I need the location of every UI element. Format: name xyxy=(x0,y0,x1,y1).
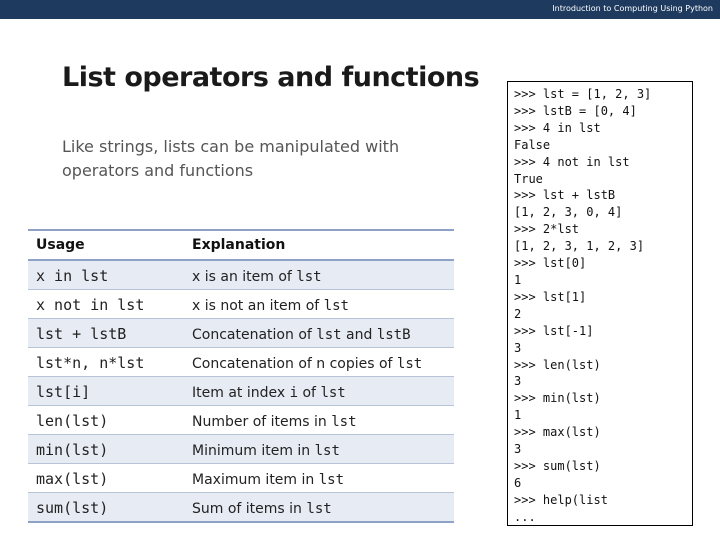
console-line: [1, 2, 3, 0, 4] xyxy=(514,205,623,220)
slide-title: List operators and functions xyxy=(62,62,480,93)
explanation-code: lst xyxy=(318,471,345,488)
usage-cell xyxy=(28,377,184,406)
usage-cell xyxy=(28,493,184,523)
console-line: >>> sum(lst) xyxy=(514,458,601,473)
header-bar xyxy=(0,0,720,19)
console-line: >>> lst[1] xyxy=(514,289,587,304)
usage-code: lst + lstB xyxy=(36,324,127,343)
explanation-cell xyxy=(184,260,454,290)
explanation-text: Item at index xyxy=(192,384,290,401)
console-line: [1, 2, 3, 1, 2, 3] xyxy=(514,239,645,254)
explanation-code: i xyxy=(289,384,299,401)
console-line: >>> min(lst) xyxy=(514,391,601,406)
console-line: 2 xyxy=(514,306,522,321)
console-line: >>> lst[-1] xyxy=(514,323,594,338)
usage-code: len(lst) xyxy=(36,411,109,430)
console-line: True xyxy=(514,171,543,186)
console-line: >>> lst[0] xyxy=(514,256,587,271)
explanation-code: lst xyxy=(331,413,357,430)
console-line: >>> lst + lstB xyxy=(514,188,616,203)
intro-text: Like strings, lists can be manipulated with operators and functions xyxy=(62,137,400,180)
explanation-cell xyxy=(184,348,454,377)
console-line: 3 xyxy=(514,442,522,457)
explanation-cell xyxy=(184,319,454,348)
explanation-cell xyxy=(184,464,454,493)
console-line: >>> 4 in lst xyxy=(514,120,601,135)
table-row xyxy=(28,290,454,319)
console-line: False xyxy=(514,137,551,152)
usage-code: lst*n, n*lst xyxy=(36,353,145,372)
table-row xyxy=(28,493,454,523)
table-row xyxy=(28,319,454,348)
explanation-text: Concatenation of n copies of xyxy=(192,355,397,372)
operators-table-body xyxy=(28,260,454,522)
usage-code: max(lst) xyxy=(36,469,109,488)
usage-cell xyxy=(28,290,184,319)
explanation-text: Sum of items in xyxy=(192,500,307,517)
usage-column-header: Usage xyxy=(28,230,184,260)
course-title: Introduction to Computing Using Python xyxy=(552,4,713,13)
explanation-text: x is an item of xyxy=(192,268,297,285)
usage-cell xyxy=(28,435,184,464)
usage-cell xyxy=(28,348,184,377)
console-line: >>> len(lst) xyxy=(514,357,601,372)
explanation-cell xyxy=(184,290,454,319)
explanation-cell xyxy=(184,377,454,406)
console-line: 1 xyxy=(514,408,522,423)
explanation-code: lst xyxy=(316,326,342,343)
usage-code: min(lst) xyxy=(36,440,109,459)
table-row xyxy=(28,377,454,406)
console-line: >>> 4 not in lst xyxy=(514,154,630,169)
explanation-code: lst xyxy=(323,297,349,314)
usage-code: sum(lst) xyxy=(36,498,109,517)
usage-code: lst[i] xyxy=(36,382,91,401)
explanation-code: lstB xyxy=(376,326,411,343)
table-row xyxy=(28,406,454,435)
explanation-text: Minimum item in xyxy=(192,442,315,459)
console-line: 3 xyxy=(514,340,522,355)
usage-cell xyxy=(28,406,184,435)
explanation-cell xyxy=(184,435,454,464)
table-row xyxy=(28,464,454,493)
usage-code: x not in lst xyxy=(36,295,145,314)
explanation-text: and xyxy=(341,326,377,343)
explanation-code: lst xyxy=(320,384,346,401)
explanation-text: x is not an item of xyxy=(192,297,324,314)
explanation-text: Number of items in xyxy=(192,413,332,430)
console-line: 3 xyxy=(514,374,522,389)
usage-cell xyxy=(28,260,184,290)
table-row xyxy=(28,435,454,464)
explanation-text: Maximum item in xyxy=(192,471,319,488)
explanation-code: lst xyxy=(296,268,322,285)
explanation-cell xyxy=(184,406,454,435)
explanation-text: Concatenation of xyxy=(192,326,317,343)
explanation-column-header: Explanation xyxy=(184,230,454,260)
console-line: 6 xyxy=(514,475,522,490)
explanation-code: lst xyxy=(396,355,423,372)
table-header-row xyxy=(28,230,454,260)
python-console xyxy=(507,81,693,526)
console-line: >>> max(lst) xyxy=(514,425,601,440)
usage-cell xyxy=(28,319,184,348)
console-line: >>> help(list xyxy=(514,492,608,507)
console-line: >>> 2*lst xyxy=(514,222,580,237)
usage-code: x in lst xyxy=(36,266,109,285)
explanation-code: lst xyxy=(306,500,332,517)
usage-cell xyxy=(28,464,184,493)
console-line: >>> lstB = [0, 4] xyxy=(514,103,637,118)
console-line: 1 xyxy=(514,272,522,287)
console-line: ... xyxy=(514,509,536,524)
table-row xyxy=(28,348,454,377)
explanation-cell xyxy=(184,493,454,523)
explanation-code: lst xyxy=(314,442,340,459)
console-line: >>> lst = [1, 2, 3] xyxy=(514,87,652,101)
operators-table xyxy=(28,229,454,523)
table-row xyxy=(28,260,454,290)
explanation-text: of xyxy=(298,384,321,401)
